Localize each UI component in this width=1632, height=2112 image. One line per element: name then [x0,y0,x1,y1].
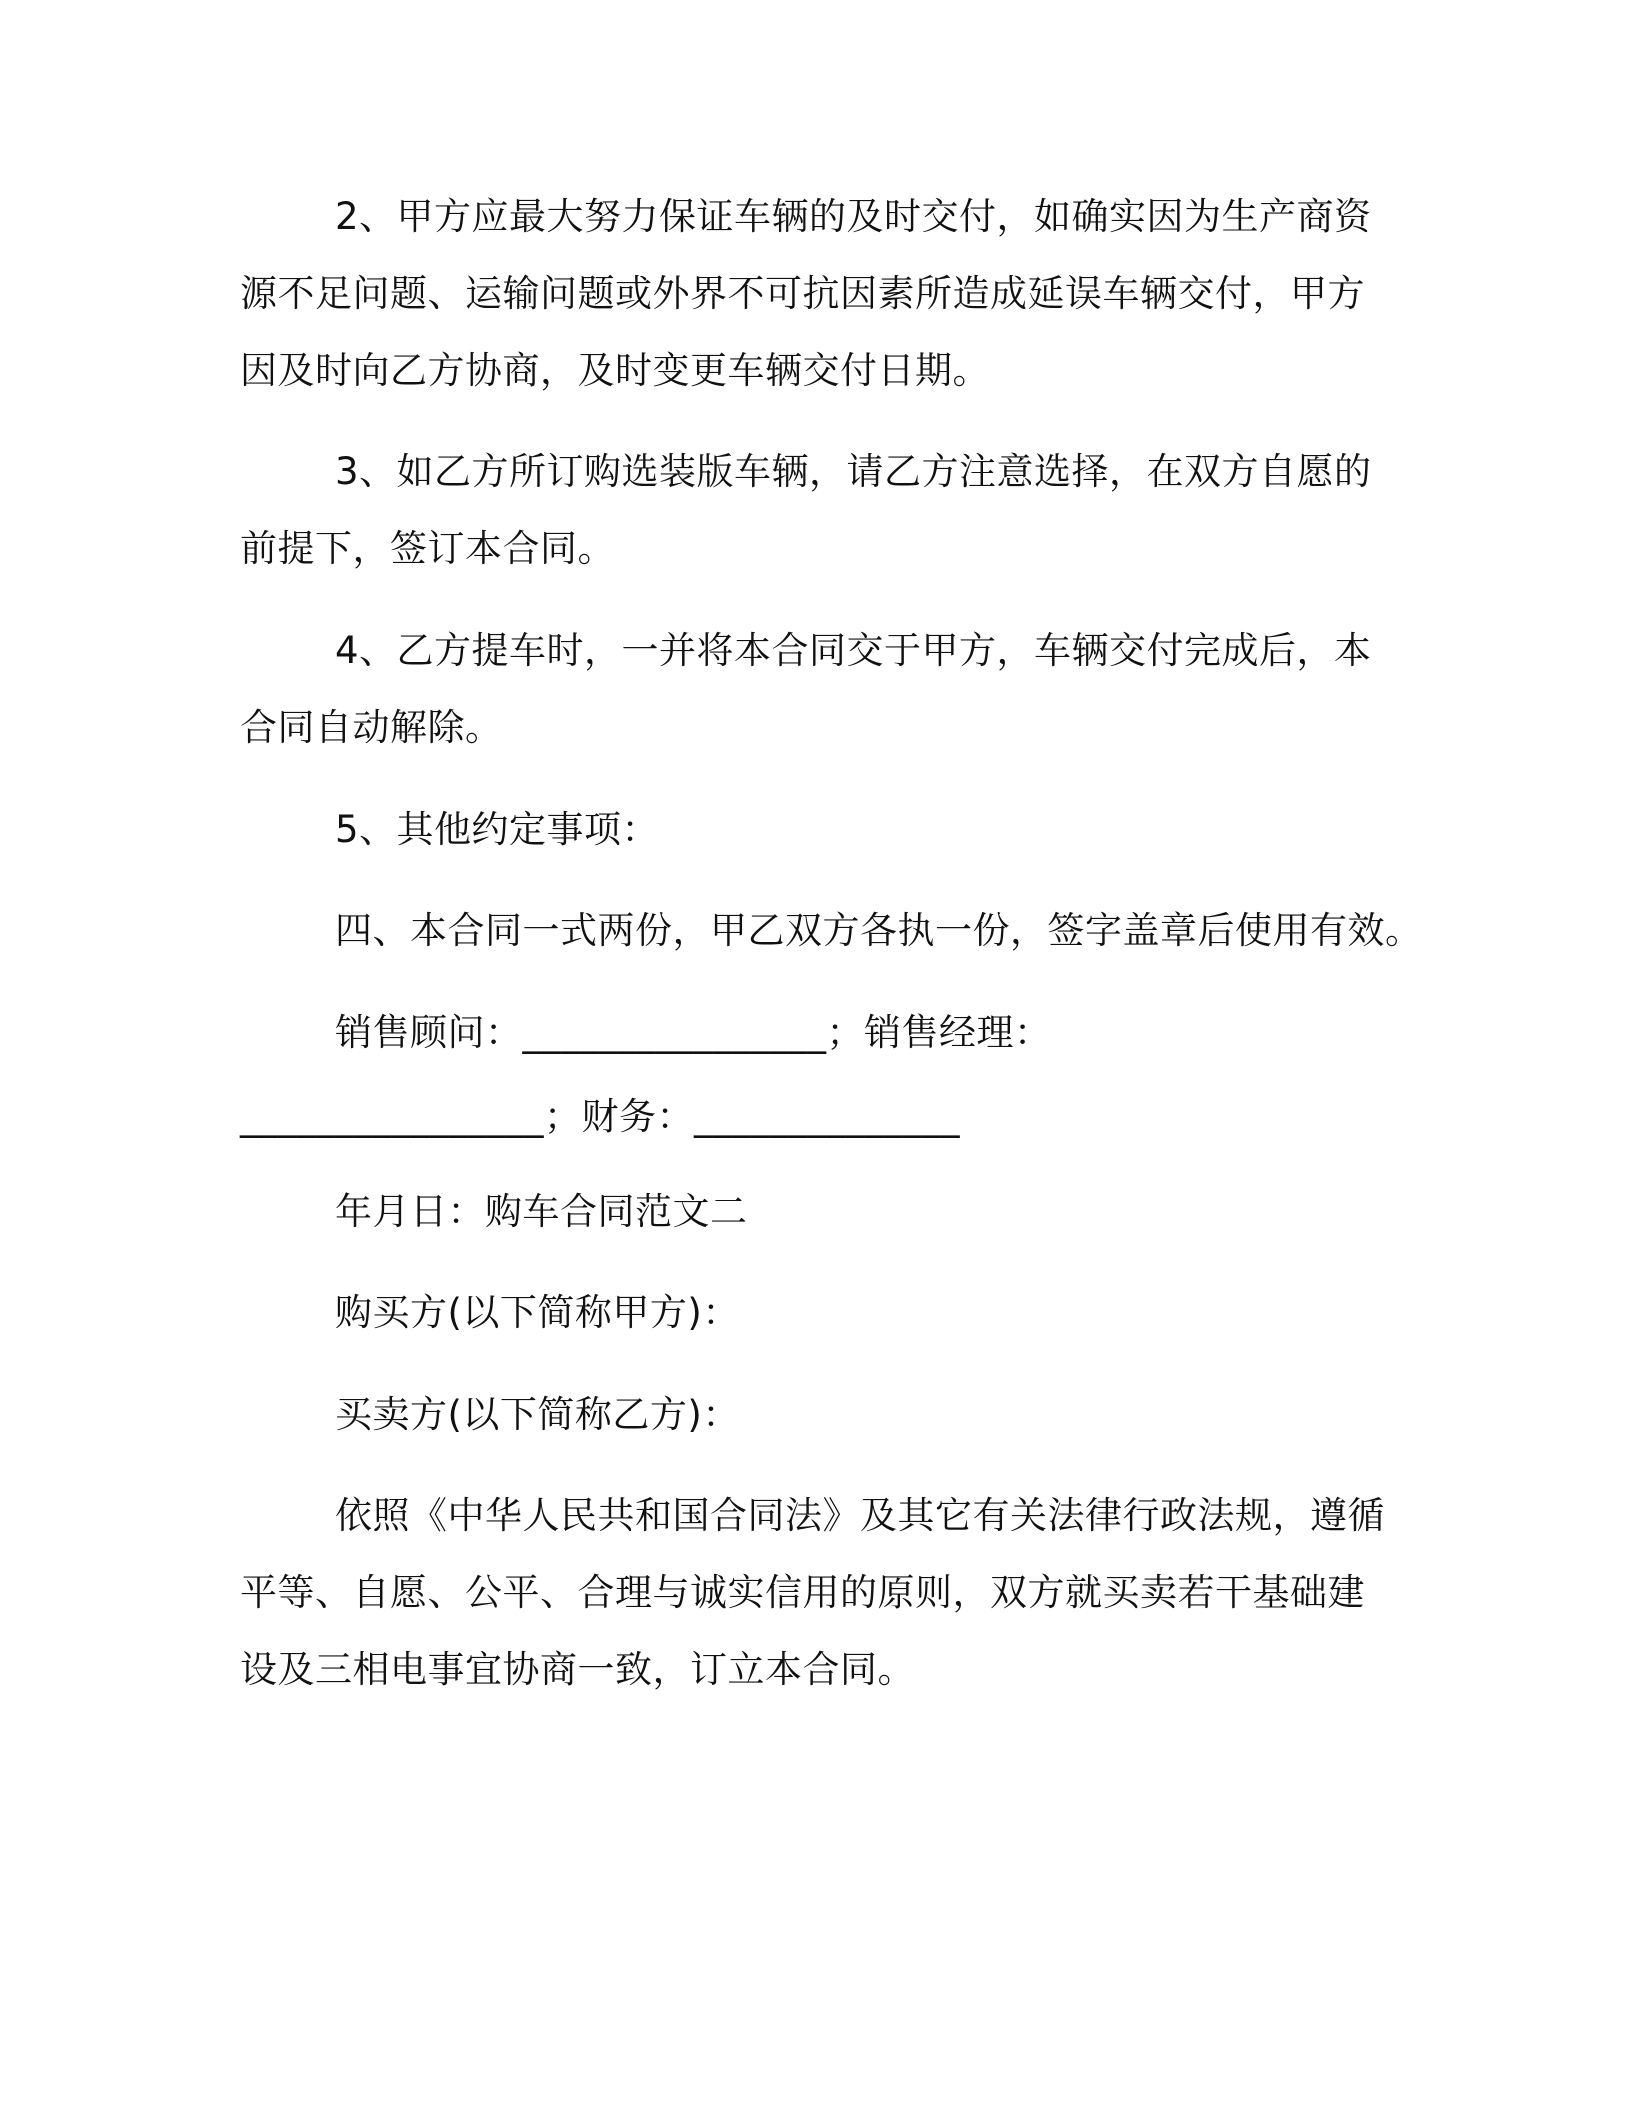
clause-2-line-3: 因及时向乙方协商，及时变更车辆交付日期。 [240,349,990,392]
preamble-line-2: 平等、自愿、公平、合理与诚实信用的原则，双方就买卖若干基础建 [240,1571,1365,1614]
buyer-label: 购买方(以下简称甲方)： [335,1291,740,1334]
clause-3-line-2: 前提下，签订本合同。 [240,527,615,570]
date-and-title: 年月日：购车合同范文二 [335,1190,748,1233]
signature-line-2: ________________；财务：______________ [240,1095,960,1138]
preamble-line-1: 依照《中华人民共和国合同法》及其它有关法律行政法规，遵循 [335,1494,1385,1537]
clause-2-line-2: 源不足问题、运输问题或外界不可抗因素所造成延误车辆交付，甲方 [240,272,1365,315]
clause-2-line-1: 2、甲方应最大努力保证车辆的及时交付，如确实因为生产商资 [335,195,1372,238]
signature-line-1: 销售顾问：________________；销售经理： [335,1011,1052,1054]
clause-4-line-1: 4、乙方提车时，一并将本合同交于甲方，车辆交付完成后，本 [335,629,1372,672]
clause-4-line-2: 合同自动解除。 [240,706,503,749]
clause-5: 5、其他约定事项： [335,808,660,851]
seller-label: 买卖方(以下简称乙方)： [335,1393,740,1436]
clause-3-line-1: 3、如乙方所订购选装版车辆，请乙方注意选择，在双方自愿的 [335,450,1372,493]
section-4-copies: 四、本合同一式两份，甲乙双方各执一份，签字盖章后使用有效。 [335,909,1423,952]
preamble-line-3: 设及三相电事宜协商一致，订立本合同。 [240,1648,915,1691]
